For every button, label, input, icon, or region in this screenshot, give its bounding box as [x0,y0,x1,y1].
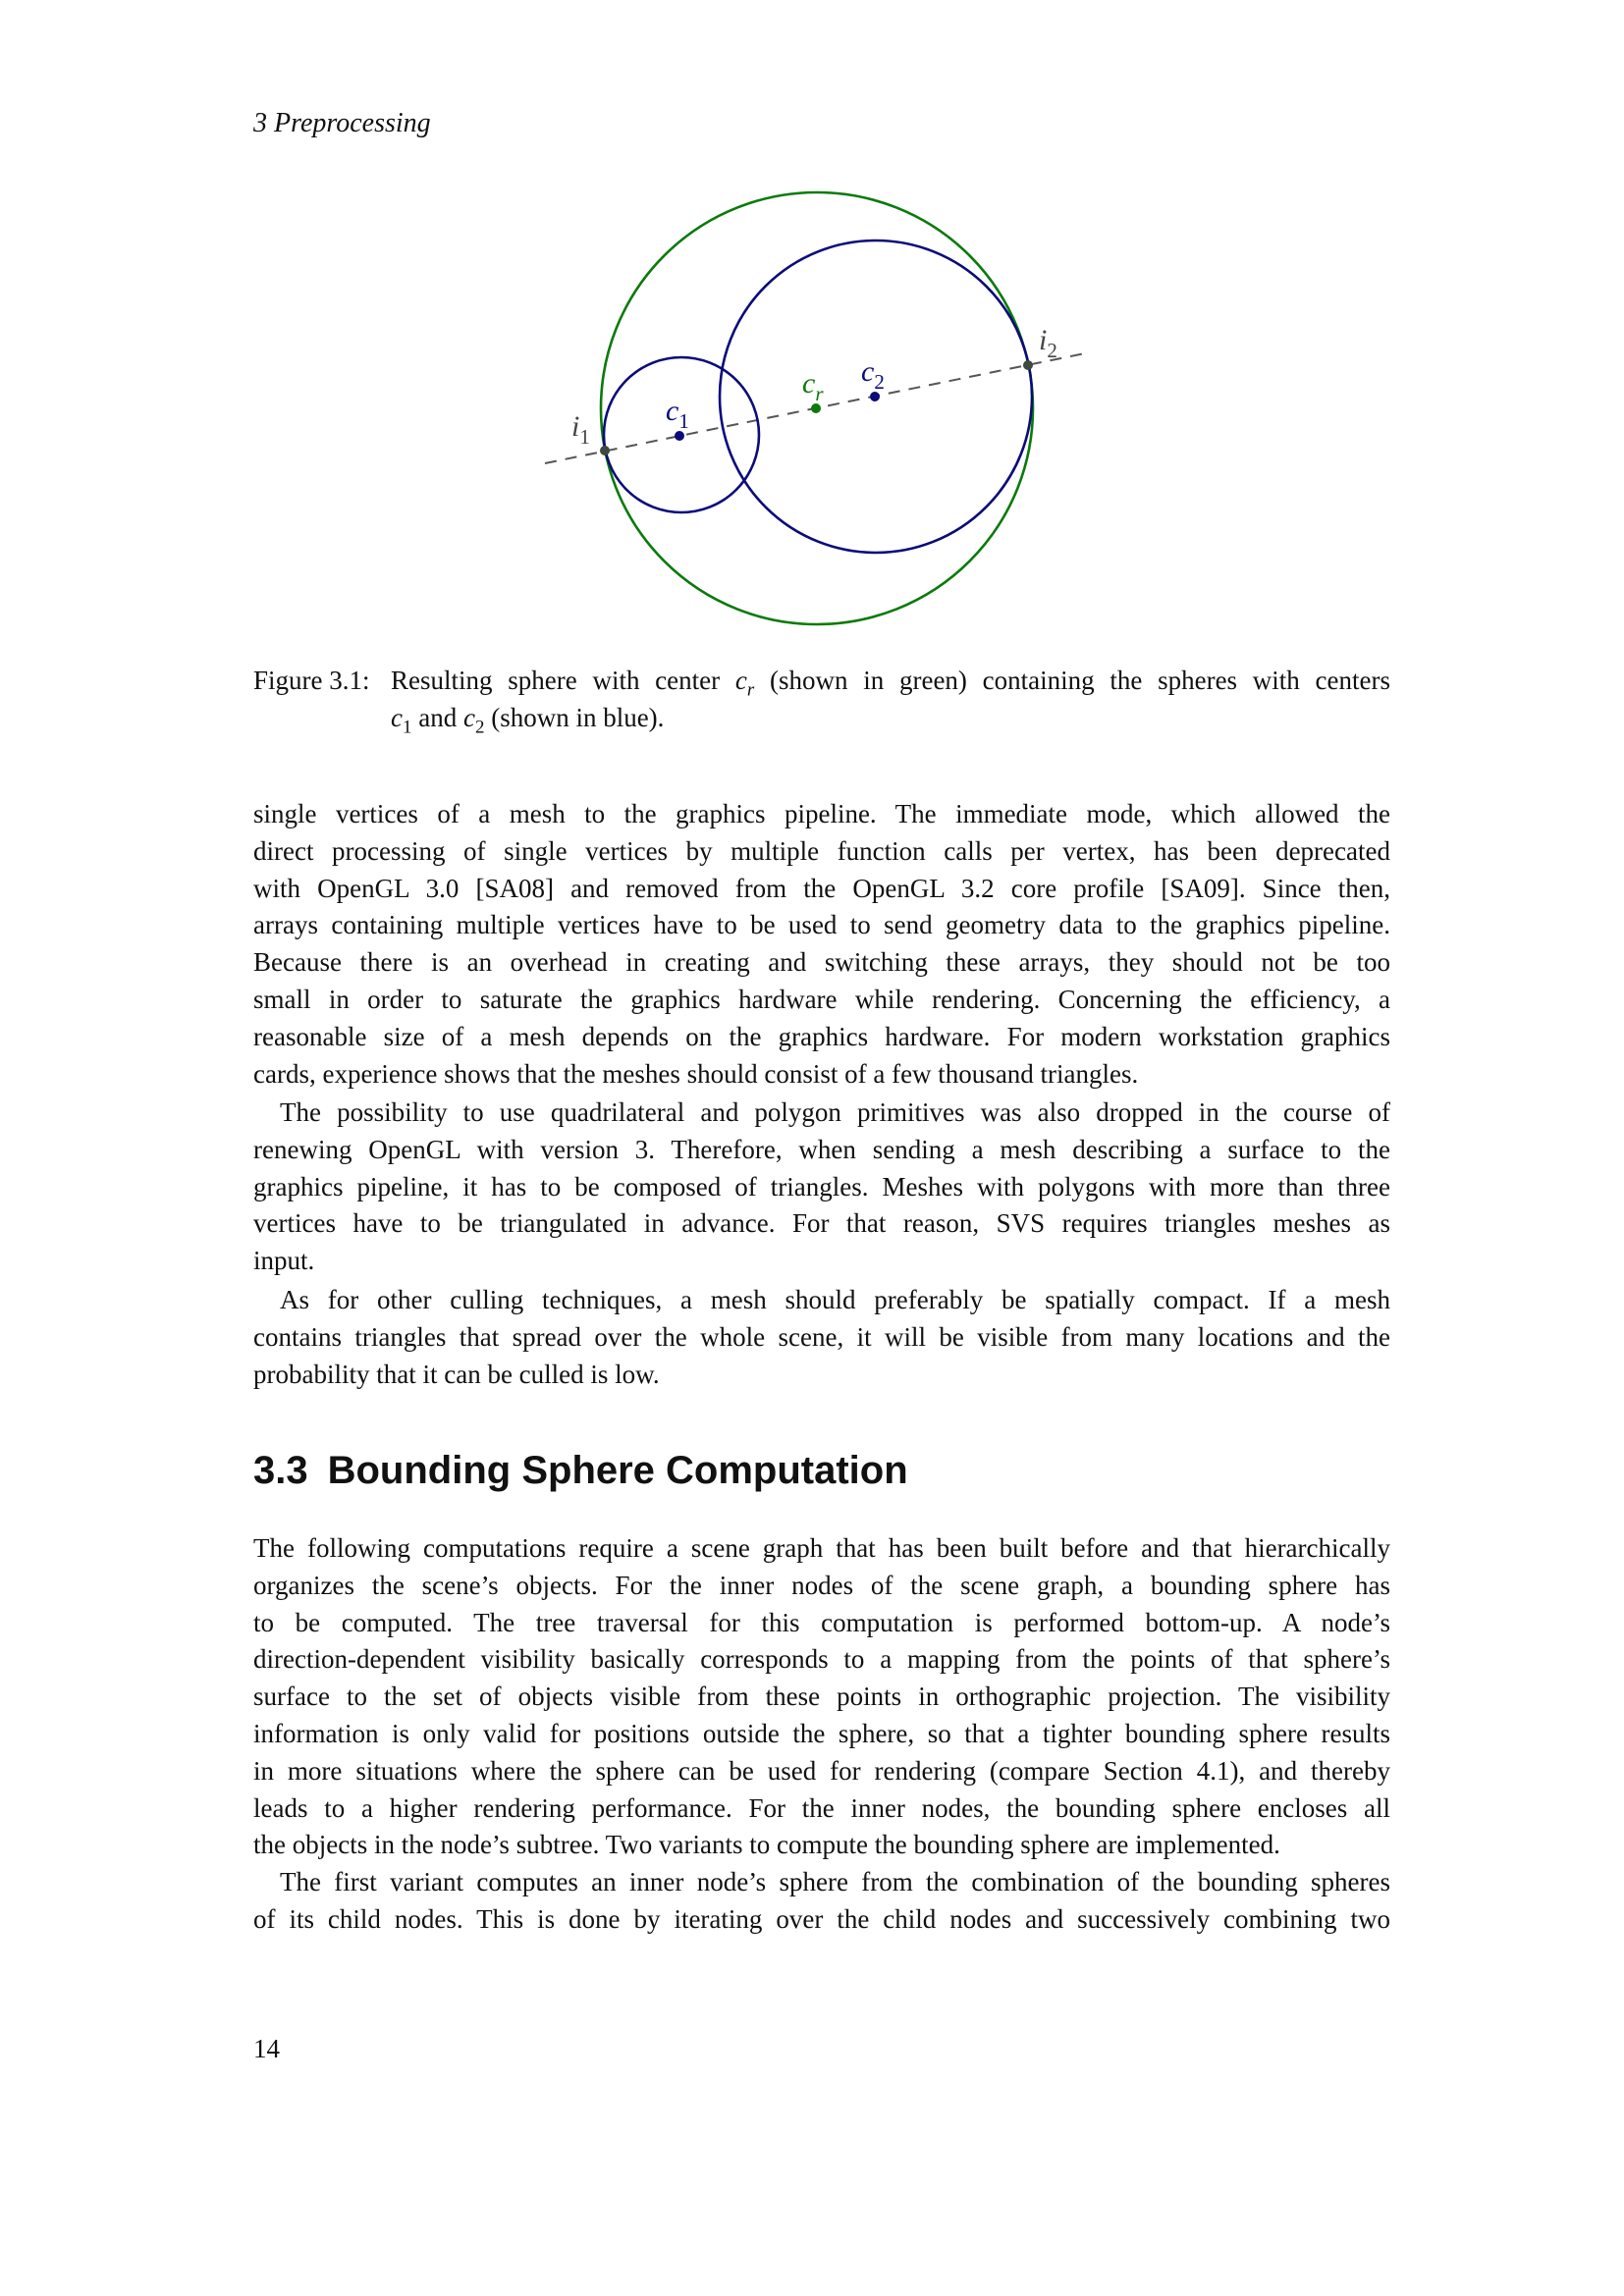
text-line: organizes the scene’s objects. For the inner nodes of the scene graph, a bounding sphere has [253,1570,1390,1600]
label-cr: $c_r$ [802,367,824,405]
paragraph-3 [253,1282,1390,1393]
text-line: contains triangles that spread over the whole scene, it will be visible from many locations and the [253,1321,1390,1352]
label-i2: $i_2$ [1039,324,1057,362]
section-title: Bounding Sphere Computation [327,1449,908,1492]
section-paragraph-2 [253,1864,1390,1939]
text-line: small in order to saturate the graphics hardware while rendering. Concerning the efficiency, a [253,984,1390,1014]
point-i1 [600,446,610,455]
caption-line-1: Resulting sphere with center $c_r$ (shown in green) containing the spheres with centers [391,666,1390,701]
text-line: direct processing of single vertices by multiple function calls per vertex, has been deprecated [253,835,1390,866]
text-line: Because there is an overhead in creating and switching these arrays, they should not be too [253,947,1390,978]
text-line: surface to the set of objects visible from these points in orthographic projection. The visibility [253,1682,1390,1712]
text-line: with OpenGL 3.0 [SA08] and removed from the OpenGL 3.2 core profile [SA09]. Since then, [253,873,1390,903]
text-line: vertices have to be triangulated in advance. For that reason, SVS requires triangles meshes as [253,1208,1390,1239]
section-paragraph-1 [253,1530,1390,1864]
text-line: As for other culling techniques, a mesh should preferably be spatially compact. If a mesh [280,1285,1390,1314]
paragraph-2 [253,1095,1390,1280]
text-line: reasonable size of a mesh depends on the graphics hardware. For modern workstation graphics [253,1021,1390,1051]
caption-label: Figure 3.1: [253,666,370,695]
text-line: The first variant computes an inner node’s sphere from the combination of the bounding spheres [280,1867,1390,1896]
label-c1: $c_1$ [666,395,689,433]
running-head: 3 Preprocessing [253,108,431,138]
caption-line-2: $c_1$ and $c_2$ (shown in blue). [391,703,665,738]
section-heading [253,1449,908,1493]
figure-spheres [0,0,1624,667]
figure-caption [253,662,1390,740]
point-i2 [1023,360,1033,370]
text-line: of its child nodes. This is done by iterating over the child nodes and successively combining two [253,1903,1390,1934]
paragraph-1 [253,796,1390,1093]
text-line: the objects in the node’s subtree. Two variants to compute the bounding sphere are implemented. [253,1830,1280,1860]
text-line: to be computed. The tree traversal for this computation is performed bottom-up. A node’s [253,1607,1390,1637]
text-line: in more situations where the sphere can be used for rendering (compare Section 4.1), and thereby [253,1755,1390,1786]
text-line: information is only valid for positions outside the sphere, so that a tighter bounding sphere results [253,1718,1390,1748]
text-line: cards, experience shows that the meshes should consist of a few thousand triangles. [253,1058,1139,1089]
label-i1: $i_1$ [571,410,590,449]
label-c2: $c_2$ [861,355,885,394]
text-line: The possibility to use quadrilateral and polygon primitives was also dropped in the course of [280,1097,1390,1127]
text-line: arrays containing multiple vertices have to be used to send geometry data to the graphics pipeline. [253,910,1390,940]
text-line: direction-dependent visibility basically corresponds to a mapping from the points of that sphere’s [253,1644,1390,1675]
text-line: probability that it can be culled is low. [253,1359,660,1389]
page-number: 14 [253,2034,280,2063]
text-line: The following computations require a scene graph that has been built before and that hierarchically [253,1533,1390,1563]
section-number: 3.3 [253,1449,308,1492]
text-line: renewing OpenGL with version 3. Therefore, when sending a mesh describing a surface to the [253,1134,1390,1164]
text-line: single vertices of a mesh to the graphics pipeline. The immediate mode, which allowed the [253,799,1390,828]
text-line: graphics pipeline, it has to be composed of triangles. Meshes with polygons with more than three [253,1171,1390,1201]
text-line: leads to a higher rendering performance. For the inner nodes, the bounding sphere encloses all [253,1792,1390,1823]
text-line: input. [253,1246,315,1276]
